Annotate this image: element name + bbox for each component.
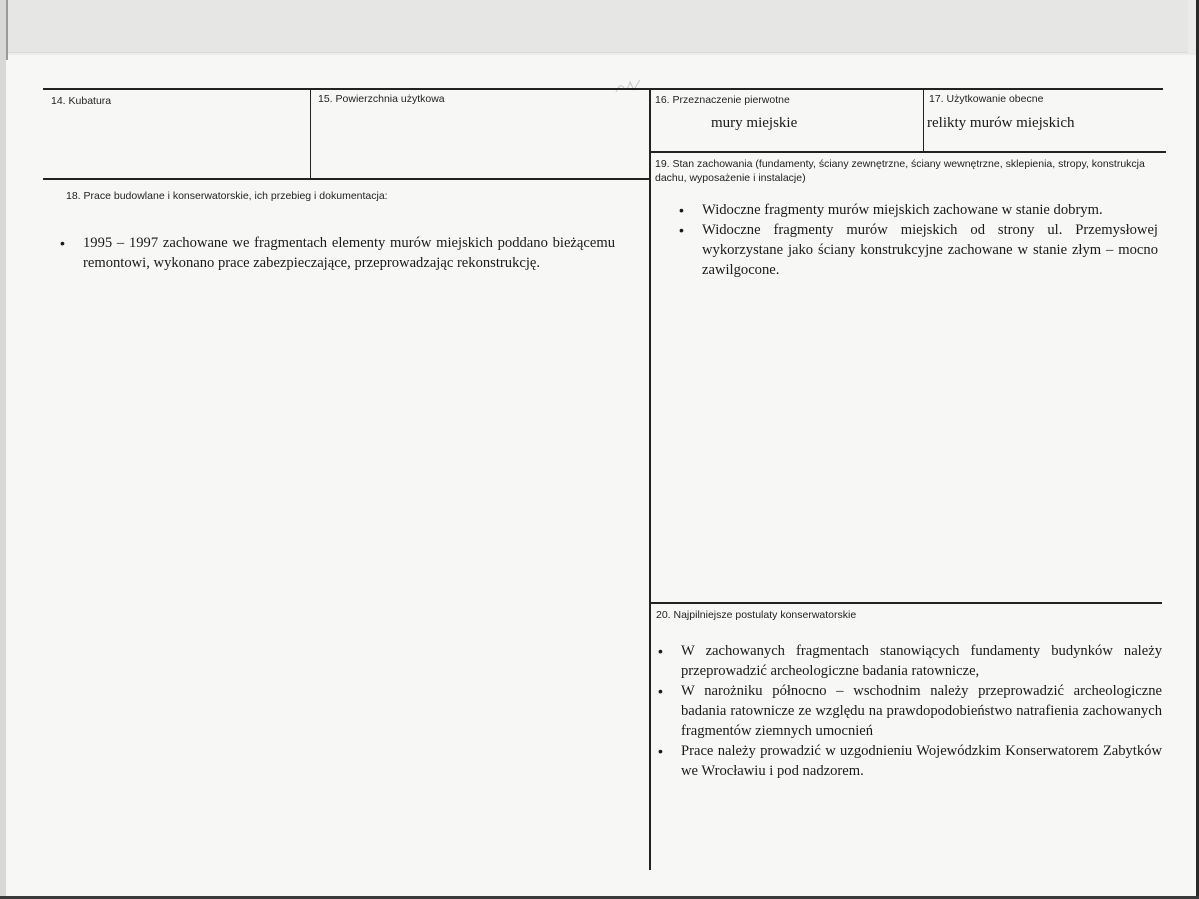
scan-top-band-inner — [8, 0, 1188, 53]
field-18-label: 18. Prace budowlane i konserwatorskie, ich przebieg i dokumentacja: — [66, 190, 388, 202]
field-19-label: 19. Stan zachowania (fundamenty, ściany zewnętrzne, ściany wewnętrzne, sklepienia, stropy, konstrukcja dachu, wyposażenie i instalacje) — [655, 158, 1145, 184]
scan-left-edge-mark — [6, 0, 8, 60]
field-20-item: • W zachowanych fragmentach stanowiących fundamenty budynków należy przeprowadzić archeologiczne badania ratownicze, — [655, 641, 1162, 681]
field-19-item: • Widoczne fragmenty murów miejskich zachowane w stanie dobrym. — [676, 200, 1158, 220]
scan-left-edge — [0, 0, 6, 899]
field-20-label: 20. Najpilniejsze postulaty konserwatorskie — [656, 609, 857, 621]
field-20-item: • W narożniku północno – wschodnim należy przeprowadzić archeologiczne badania ratownicze ze względu na prawdopodobieństwo natrafienia zachowanych fragmentów ziemnych umocnień — [655, 681, 1162, 741]
rule-right-bottom — [651, 602, 1162, 604]
field-18-list — [57, 233, 615, 273]
field-20-list — [655, 641, 1162, 781]
divider-15-16 — [649, 88, 651, 870]
field-17-label: 17. Użytkowanie obecne — [929, 93, 1044, 105]
rule-left-mid — [43, 178, 650, 180]
rule-top — [43, 88, 1163, 90]
field-15-label: 15. Powierzchnia użytkowa — [318, 93, 445, 105]
divider-16-17 — [923, 88, 924, 151]
field-19-list — [676, 200, 1158, 280]
field-19-item: • Widoczne fragmenty murów miejskich od strony ul. Przemysłowej wykorzystane jako ściany konstrukcyjne zachowane w stanie złym – mocno zawilgocone. — [676, 220, 1158, 280]
rule-right-top — [651, 151, 1166, 153]
scan-top-band — [0, 0, 1199, 55]
pencil-mark — [612, 78, 642, 96]
field-16-label: 16. Przeznaczenie pierwotne — [655, 94, 790, 106]
field-16-value: mury miejskie — [711, 115, 798, 131]
field-14-label: 14. Kubatura — [51, 95, 112, 107]
field-20-item: • Prace należy prowadzić w uzgodnieniu Wojewódzkim Konserwatorem Zabytków we Wrocławiu i pod nadzorem. — [655, 741, 1162, 781]
field-17-value: relikty murów miejskich — [927, 115, 1075, 131]
divider-14-15 — [310, 88, 311, 180]
field-18-item: • 1995 – 1997 zachowane we fragmentach elementy murów miejskich poddano bieżącemu remontowi, wykonano prace zabezpieczające, przeprowadzając rekonstrukcję. — [57, 233, 615, 273]
